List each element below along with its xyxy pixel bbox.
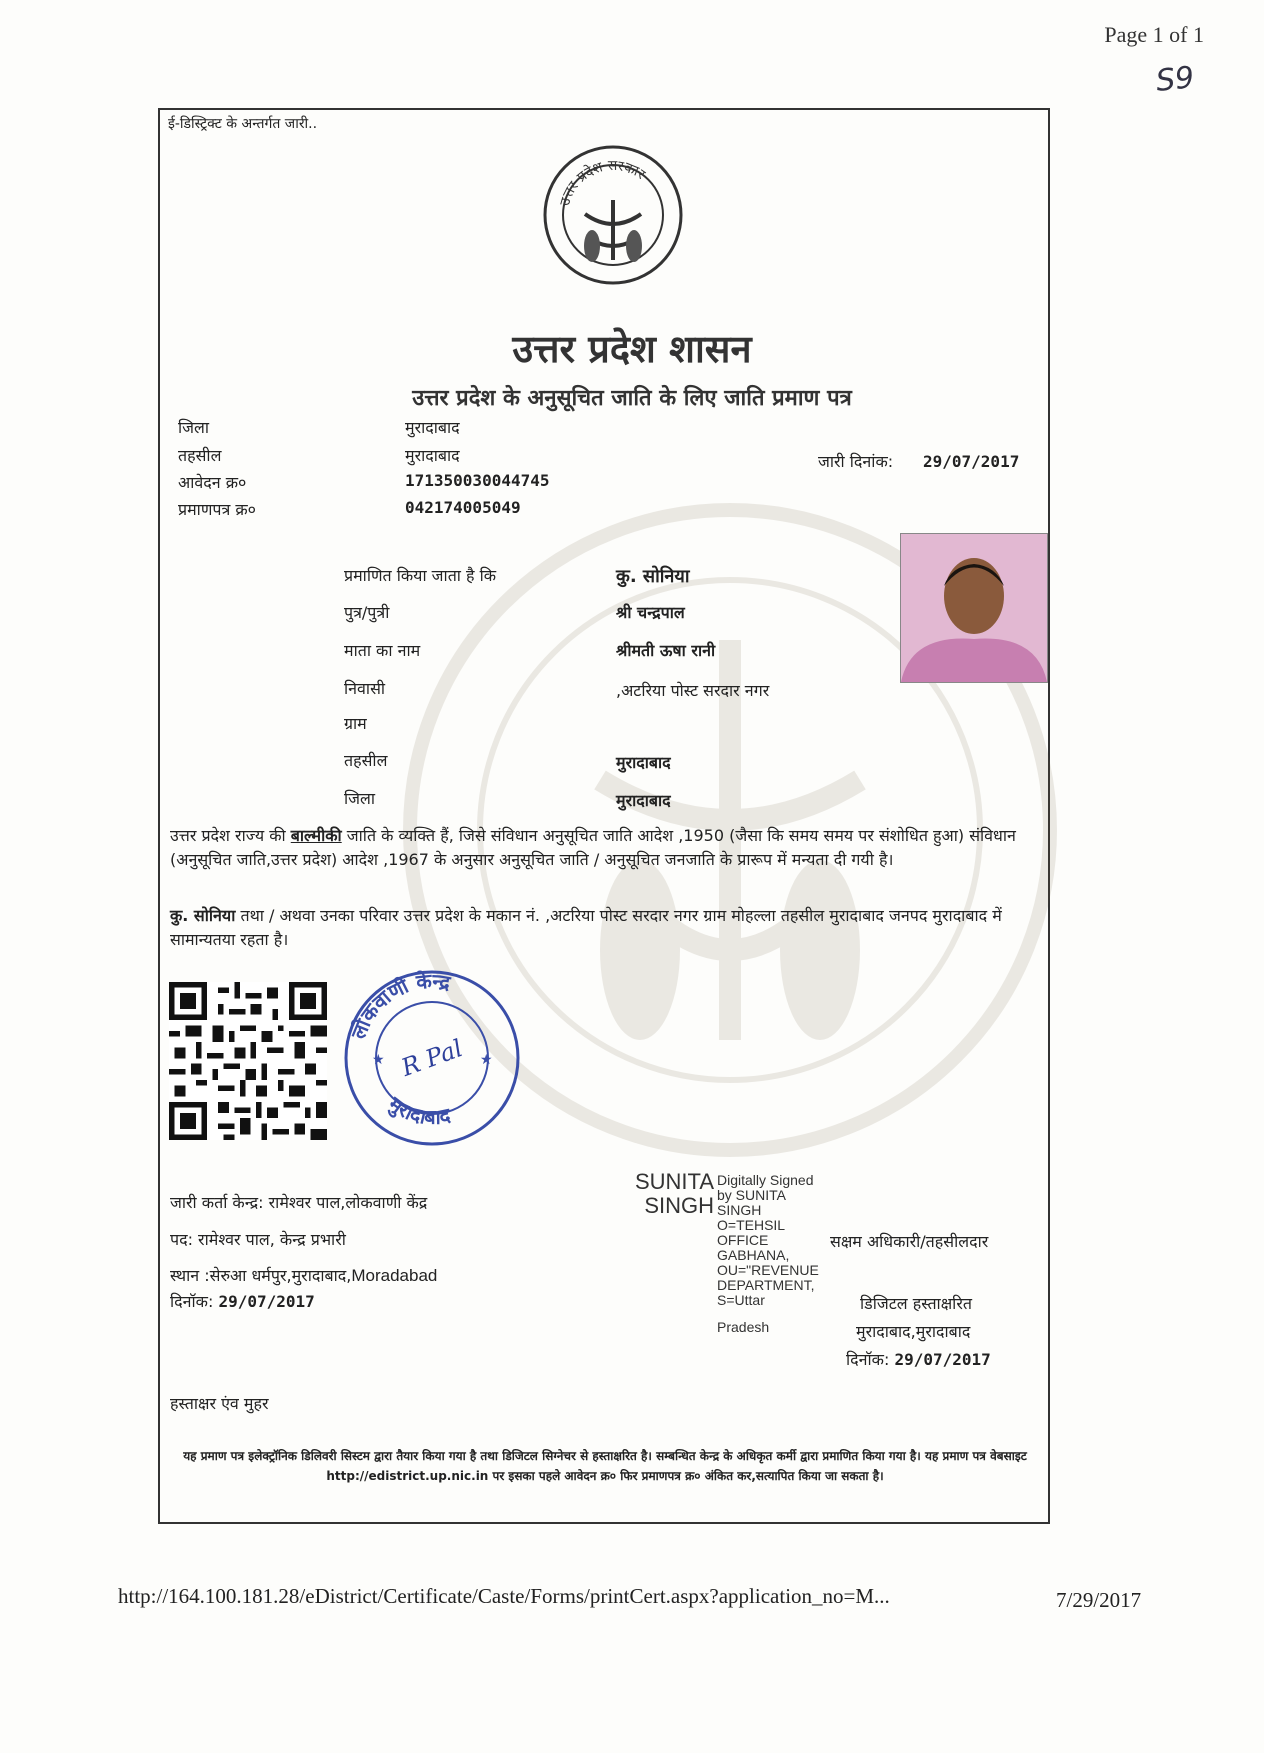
caste-name: बाल्मीकी bbox=[290, 826, 342, 845]
print-date: 7/29/2017 bbox=[1056, 1588, 1142, 1612]
para2-text: तथा / अथवा उनका परिवार उत्तर प्रदेश के मकान नं. ,अटरिया पोस्ट सरदार नगर ग्राम मोहल्ला तहसील मुरादाबाद जनपद मुरादाबाद में सामान्यतया रहता है। bbox=[170, 906, 1002, 949]
resident-label: निवासी bbox=[344, 679, 386, 698]
residence-paragraph bbox=[170, 904, 1042, 952]
caste-declaration-paragraph bbox=[170, 824, 1042, 872]
digitally-signed-hindi: डिजिटल हस्ताक्षरित bbox=[860, 1294, 972, 1313]
certificate-title: उत्तर प्रदेश शासन bbox=[512, 327, 752, 371]
authority-date bbox=[846, 1348, 991, 1370]
stamp-top-text: लोकवाणी केन्द्र bbox=[346, 968, 453, 1043]
mother-name: श्रीमती ऊषा रानी bbox=[616, 641, 716, 660]
signature-detail-line: DEPARTMENT, bbox=[717, 1277, 815, 1293]
applicant-name: कु. सोनिया bbox=[616, 566, 690, 587]
para1-text: जाति के व्यक्ति हैं, जिसे संविधान अनुसूचित जाति आदेश ,1950 (जैसा कि समय समय पर संशोधित हुआ) संविधान (अनुसूचित जाति,उत्तर प्रदेश) आदेश ,1967 के अनुसार अनुसूचित जाति / अनुसूचित जनजाति के प्रारूप में मन्यता दी गयी है। bbox=[170, 826, 1016, 869]
son-daughter-label: पुत्र/पुत्री bbox=[344, 603, 390, 622]
mother-label: माता का नाम bbox=[344, 641, 421, 660]
up-government-emblem-icon bbox=[540, 142, 686, 288]
svg-text:उत्तर प्रदेश सरकार bbox=[557, 158, 648, 208]
tehsil-value: मुरादाबाद bbox=[405, 446, 460, 465]
person-district-value: मुरादाबाद bbox=[616, 791, 671, 810]
signature-detail-line: Pradesh bbox=[717, 1319, 770, 1335]
signature-detail-line: S=Uttar bbox=[717, 1292, 765, 1308]
issuer-post: पद: रामेश्वर पाल, केन्द्र प्रभारी bbox=[170, 1230, 346, 1249]
application-number-value: 171350030044745 bbox=[405, 471, 550, 490]
tehsil-label: तहसील bbox=[178, 446, 222, 465]
application-number-label: आवेदन क्र० bbox=[178, 473, 247, 492]
village-label: ग्राम bbox=[344, 714, 367, 733]
svg-text:★: ★ bbox=[372, 1052, 385, 1068]
signature-detail-line: OFFICE bbox=[717, 1232, 769, 1248]
signature-detail-line: OU="REVENUE bbox=[717, 1262, 819, 1278]
person-icon bbox=[901, 534, 1047, 682]
signer-name-line2: SINGH bbox=[644, 1193, 714, 1218]
issuing-center: जारी कर्ता केन्द्र: रामेश्वर पाल,लोकवाणी केंद्र bbox=[170, 1193, 428, 1212]
page-number: Page 1 of 1 bbox=[1104, 22, 1204, 47]
para2-name: कु. सोनिया bbox=[170, 906, 236, 925]
person-tehsil-label: तहसील bbox=[344, 751, 388, 770]
father-name: श्री चन्द्रपाल bbox=[616, 603, 685, 622]
signature-seal-label: हस्ताक्षर एंव मुहर bbox=[170, 1394, 269, 1413]
issuer-date-label: दिनॉक: bbox=[170, 1292, 214, 1311]
issuer-place-hindi: स्थान :सेरुआ धर्मपुर,मुरादाबाद, bbox=[170, 1266, 352, 1285]
stamp-signature-text: R Pal bbox=[397, 1034, 467, 1082]
signature-detail-line: GABHANA, bbox=[717, 1247, 790, 1263]
district-value: मुरादाबाद bbox=[405, 418, 460, 437]
issue-date-value: 29/07/2017 bbox=[923, 452, 1020, 471]
svg-text:★: ★ bbox=[480, 1052, 493, 1068]
issuer-place-english: Moradabad bbox=[351, 1266, 438, 1285]
certificate-subtitle: उत्तर प्रदेश के अनुसूचित जाति के लिए जाति प्रमाण पत्र bbox=[412, 386, 852, 411]
resident-value: ,अटरिया पोस्ट सरदार नगर bbox=[616, 681, 770, 700]
issued-under-text: ई-डिस्ट्रिक्ट के अन्तर्गत जारी.. bbox=[168, 116, 318, 132]
svg-text:मुरादाबाद bbox=[383, 1091, 454, 1129]
signature-detail-line: by SUNITA bbox=[717, 1187, 786, 1203]
issuer-place bbox=[170, 1264, 437, 1286]
authority-title: सक्षम अधिकारी/तहसीलदार bbox=[830, 1232, 989, 1251]
applicant-photo bbox=[900, 533, 1048, 683]
signature-detail-line: Digitally Signed bbox=[717, 1172, 814, 1188]
issuer-date-value: 29/07/2017 bbox=[218, 1292, 315, 1311]
issue-date-label: जारी दिनांक: bbox=[818, 452, 894, 471]
stamp-bottom-text: मुरादाबाद bbox=[384, 1091, 453, 1129]
lokvani-stamp-icon bbox=[338, 964, 526, 1152]
certificate-number-label: प्रमाणपत्र क्र० bbox=[178, 500, 256, 519]
person-tehsil-value: मुरादाबाद bbox=[616, 753, 671, 772]
signer-name-line1: SUNITA bbox=[634, 1169, 714, 1194]
signature-detail-line: O=TEHSIL bbox=[717, 1217, 786, 1233]
certificate-number-value: 042174005049 bbox=[405, 498, 521, 517]
district-label: जिला bbox=[178, 418, 210, 437]
handwritten-note: S9 bbox=[1154, 60, 1196, 99]
digital-signature-details bbox=[717, 1173, 819, 1335]
para1-prefix: उत्तर प्रदेश राज्य की bbox=[170, 826, 291, 845]
signature-detail-line: SINGH bbox=[717, 1202, 762, 1218]
authority-date-label: दिनॉक: bbox=[846, 1350, 890, 1369]
digital-signer-name bbox=[628, 1170, 714, 1218]
print-url: http://164.100.181.28/eDistrict/Certificate/Caste/Forms/printCert.aspx?application_no=M... bbox=[118, 1584, 890, 1608]
certified-label: प्रमाणित किया जाता है कि bbox=[344, 566, 497, 585]
person-district-label: जिला bbox=[344, 789, 376, 808]
svg-text:लोकवाणी केन्द्र bbox=[346, 969, 454, 1044]
certificate-footer-note: यह प्रमाण पत्र इलेक्ट्रॉनिक डिलिवरी सिस्टम द्वारा तैयार किया गया है तथा डिजिटल सिग्नेचर से हस्ताक्षरित है। सम्बन्धित केन्द्र के अधिकृत कर्मी द्वारा प्रमाणित किया गया है। यह प्रमाण पत्र वेबसाइट http://edistrict.up.nic.in पर इसका पहले आवेदन क्र० फिर प्रमाणपत्र क्र० अंकित कर,सत्यापित किया जा सकता है। bbox=[183, 1449, 1027, 1483]
emblem-arc-text: उत्तर प्रदेश सरकार bbox=[557, 157, 648, 208]
qr-code-icon bbox=[168, 982, 328, 1140]
issuer-date bbox=[170, 1290, 315, 1312]
authority-date-value: 29/07/2017 bbox=[894, 1350, 991, 1369]
authority-place: मुरादाबाद,मुरादाबाद bbox=[856, 1322, 971, 1341]
